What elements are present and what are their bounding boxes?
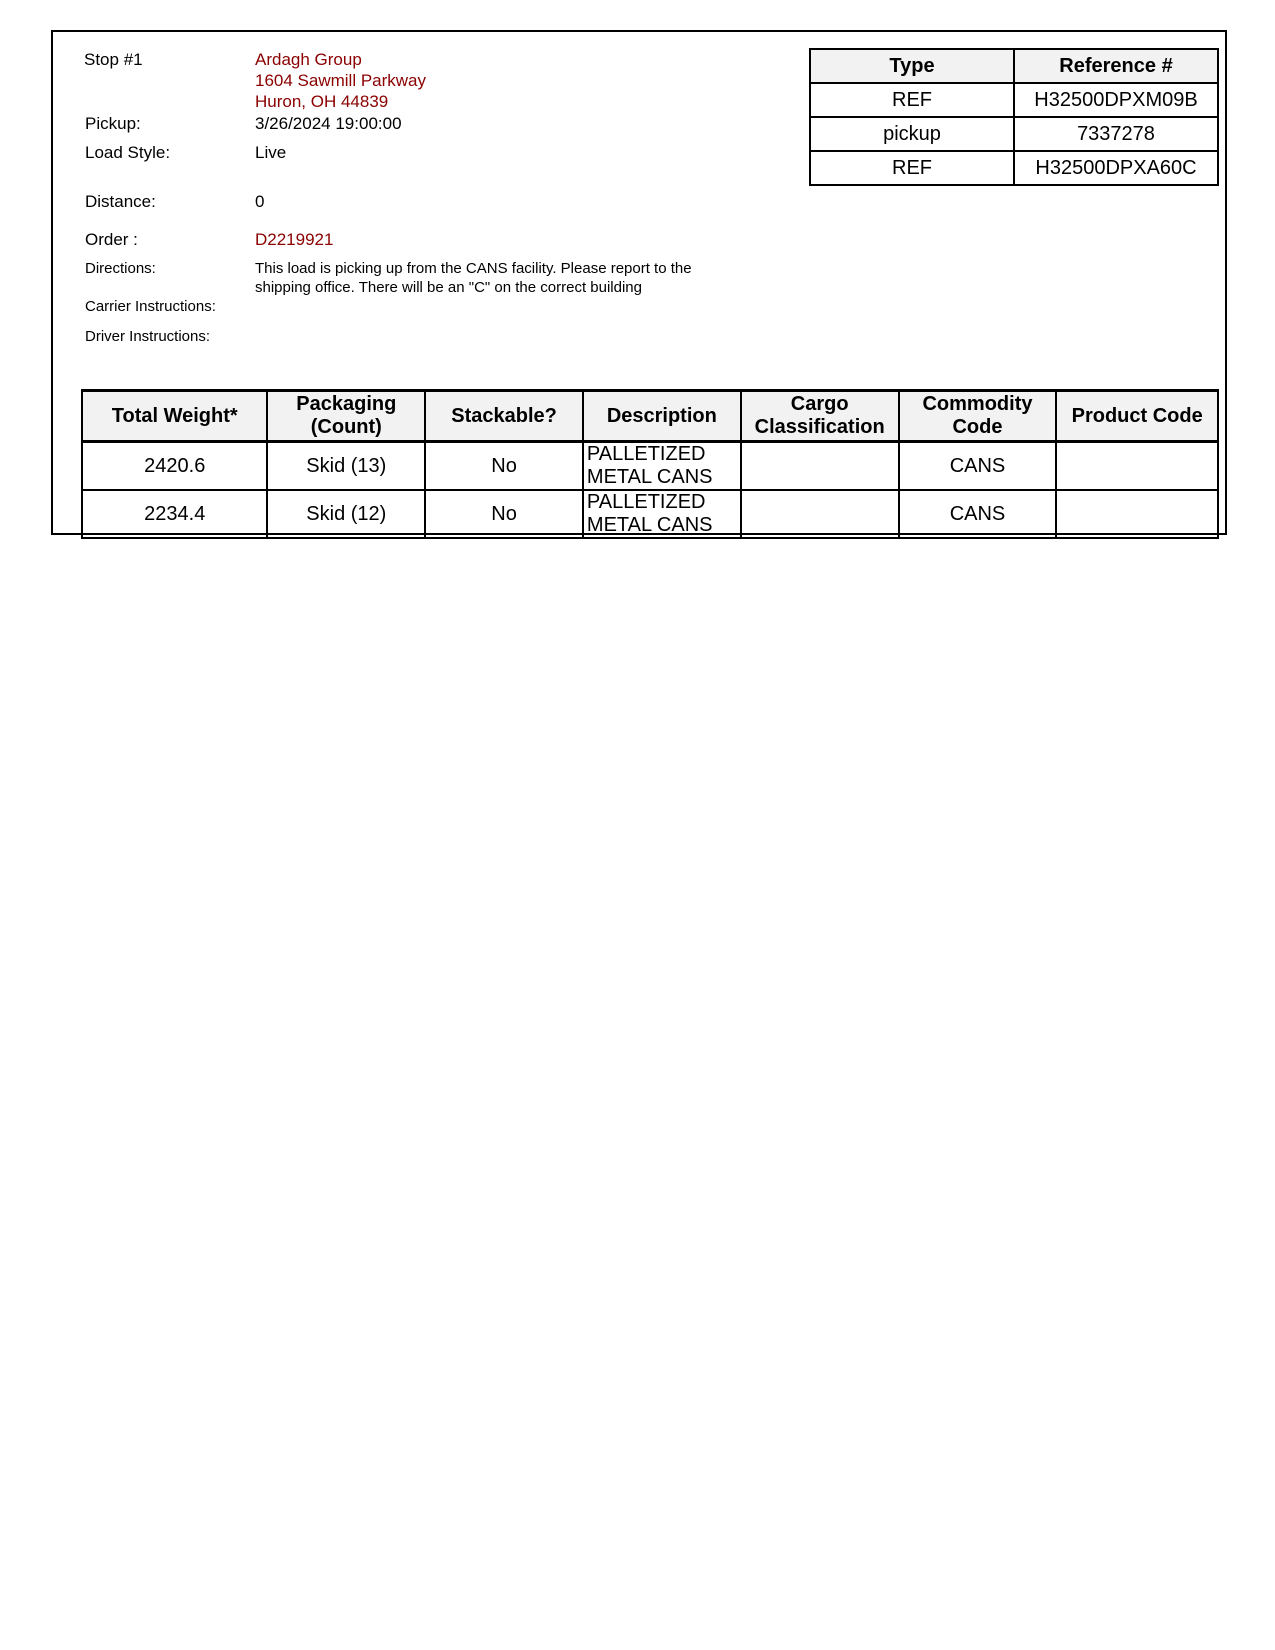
commodity-code-header	[899, 391, 1057, 442]
cargo-row	[82, 442, 1218, 491]
load-style-label: Load Style:	[85, 143, 171, 162]
commodity-code-cell: CANS	[899, 442, 1057, 491]
reference-type-header: Type	[810, 49, 1014, 83]
packaging-cell: Skid (12)	[267, 490, 425, 538]
stackable-cell: No	[425, 490, 583, 538]
cargo-classification-header-line1: Cargo	[790, 393, 849, 415]
distance-label: Distance:	[85, 192, 156, 211]
stop-address-line1: 1604 Sawmill Parkway	[255, 71, 427, 90]
reference-number-header: Reference #	[1014, 49, 1218, 83]
carrier-instructions-label: Carrier Instructions:	[85, 298, 216, 315]
pickup-label: Pickup:	[85, 114, 141, 133]
description-line1: PALLETIZED	[586, 491, 706, 513]
weight-cell: 2420.6	[82, 442, 267, 491]
cargo-classification-header-line2: Classification	[754, 416, 885, 438]
commodity-code-header-line1: Commodity	[922, 393, 1033, 415]
distance-value: 0	[255, 192, 265, 211]
cargo-classification-cell	[741, 490, 899, 538]
stop-name: Ardagh Group	[255, 50, 362, 69]
stop-label: Stop #1	[84, 50, 143, 69]
reference-table	[809, 48, 1219, 186]
weight-cell: 2234.4	[82, 490, 267, 538]
reference-number-cell: H32500DPXM09B	[1014, 83, 1218, 117]
cargo-classification-cell	[741, 442, 899, 491]
reference-header-row	[810, 49, 1218, 83]
cargo-header-row	[82, 391, 1218, 442]
reference-row	[810, 151, 1218, 185]
product-code-cell	[1056, 490, 1218, 538]
product-code-header: Product Code	[1056, 391, 1218, 442]
packaging-header-line2: (Count)	[310, 416, 382, 438]
description-cell	[583, 442, 741, 491]
cargo-classification-header	[741, 391, 899, 442]
packaging-header-line1: Packaging	[296, 393, 397, 415]
driver-instructions-label: Driver Instructions:	[85, 328, 211, 345]
cargo-table	[81, 389, 1219, 539]
reference-type-cell: pickup	[810, 117, 1014, 151]
commodity-code-header-line2: Code	[952, 416, 1003, 438]
packaging-cell: Skid (13)	[267, 442, 425, 491]
reference-row	[810, 83, 1218, 117]
stackable-header: Stackable?	[425, 391, 583, 442]
packaging-header	[267, 391, 425, 442]
cargo-row	[82, 490, 1218, 538]
order-label: Order :	[85, 230, 138, 249]
load-style-value: Live	[255, 143, 287, 162]
reference-type-cell: REF	[810, 83, 1014, 117]
description-line2: METAL CANS	[586, 466, 713, 488]
pickup-value: 3/26/2024 19:00:00	[255, 114, 402, 133]
reference-number-cell: H32500DPXA60C	[1014, 151, 1218, 185]
description-line2: METAL CANS	[586, 514, 713, 536]
directions-label: Directions:	[85, 260, 156, 277]
reference-type-cell: REF	[810, 151, 1014, 185]
reference-number-cell: 7337278	[1014, 117, 1218, 151]
description-line1: PALLETIZED	[586, 443, 706, 465]
commodity-code-cell: CANS	[899, 490, 1057, 538]
stackable-cell: No	[425, 442, 583, 491]
description-header: Description	[583, 391, 741, 442]
directions-text: This load is picking up from the CANS facility. Please report to the shipping office. There will be an "C" on the correct building	[255, 260, 692, 296]
reference-row	[810, 117, 1218, 151]
product-code-cell	[1056, 442, 1218, 491]
stop-address-line2: Huron, OH 44839	[255, 92, 389, 111]
order-value: D2219921	[255, 230, 334, 249]
description-cell	[583, 490, 741, 538]
total-weight-header: Total Weight*	[82, 391, 267, 442]
